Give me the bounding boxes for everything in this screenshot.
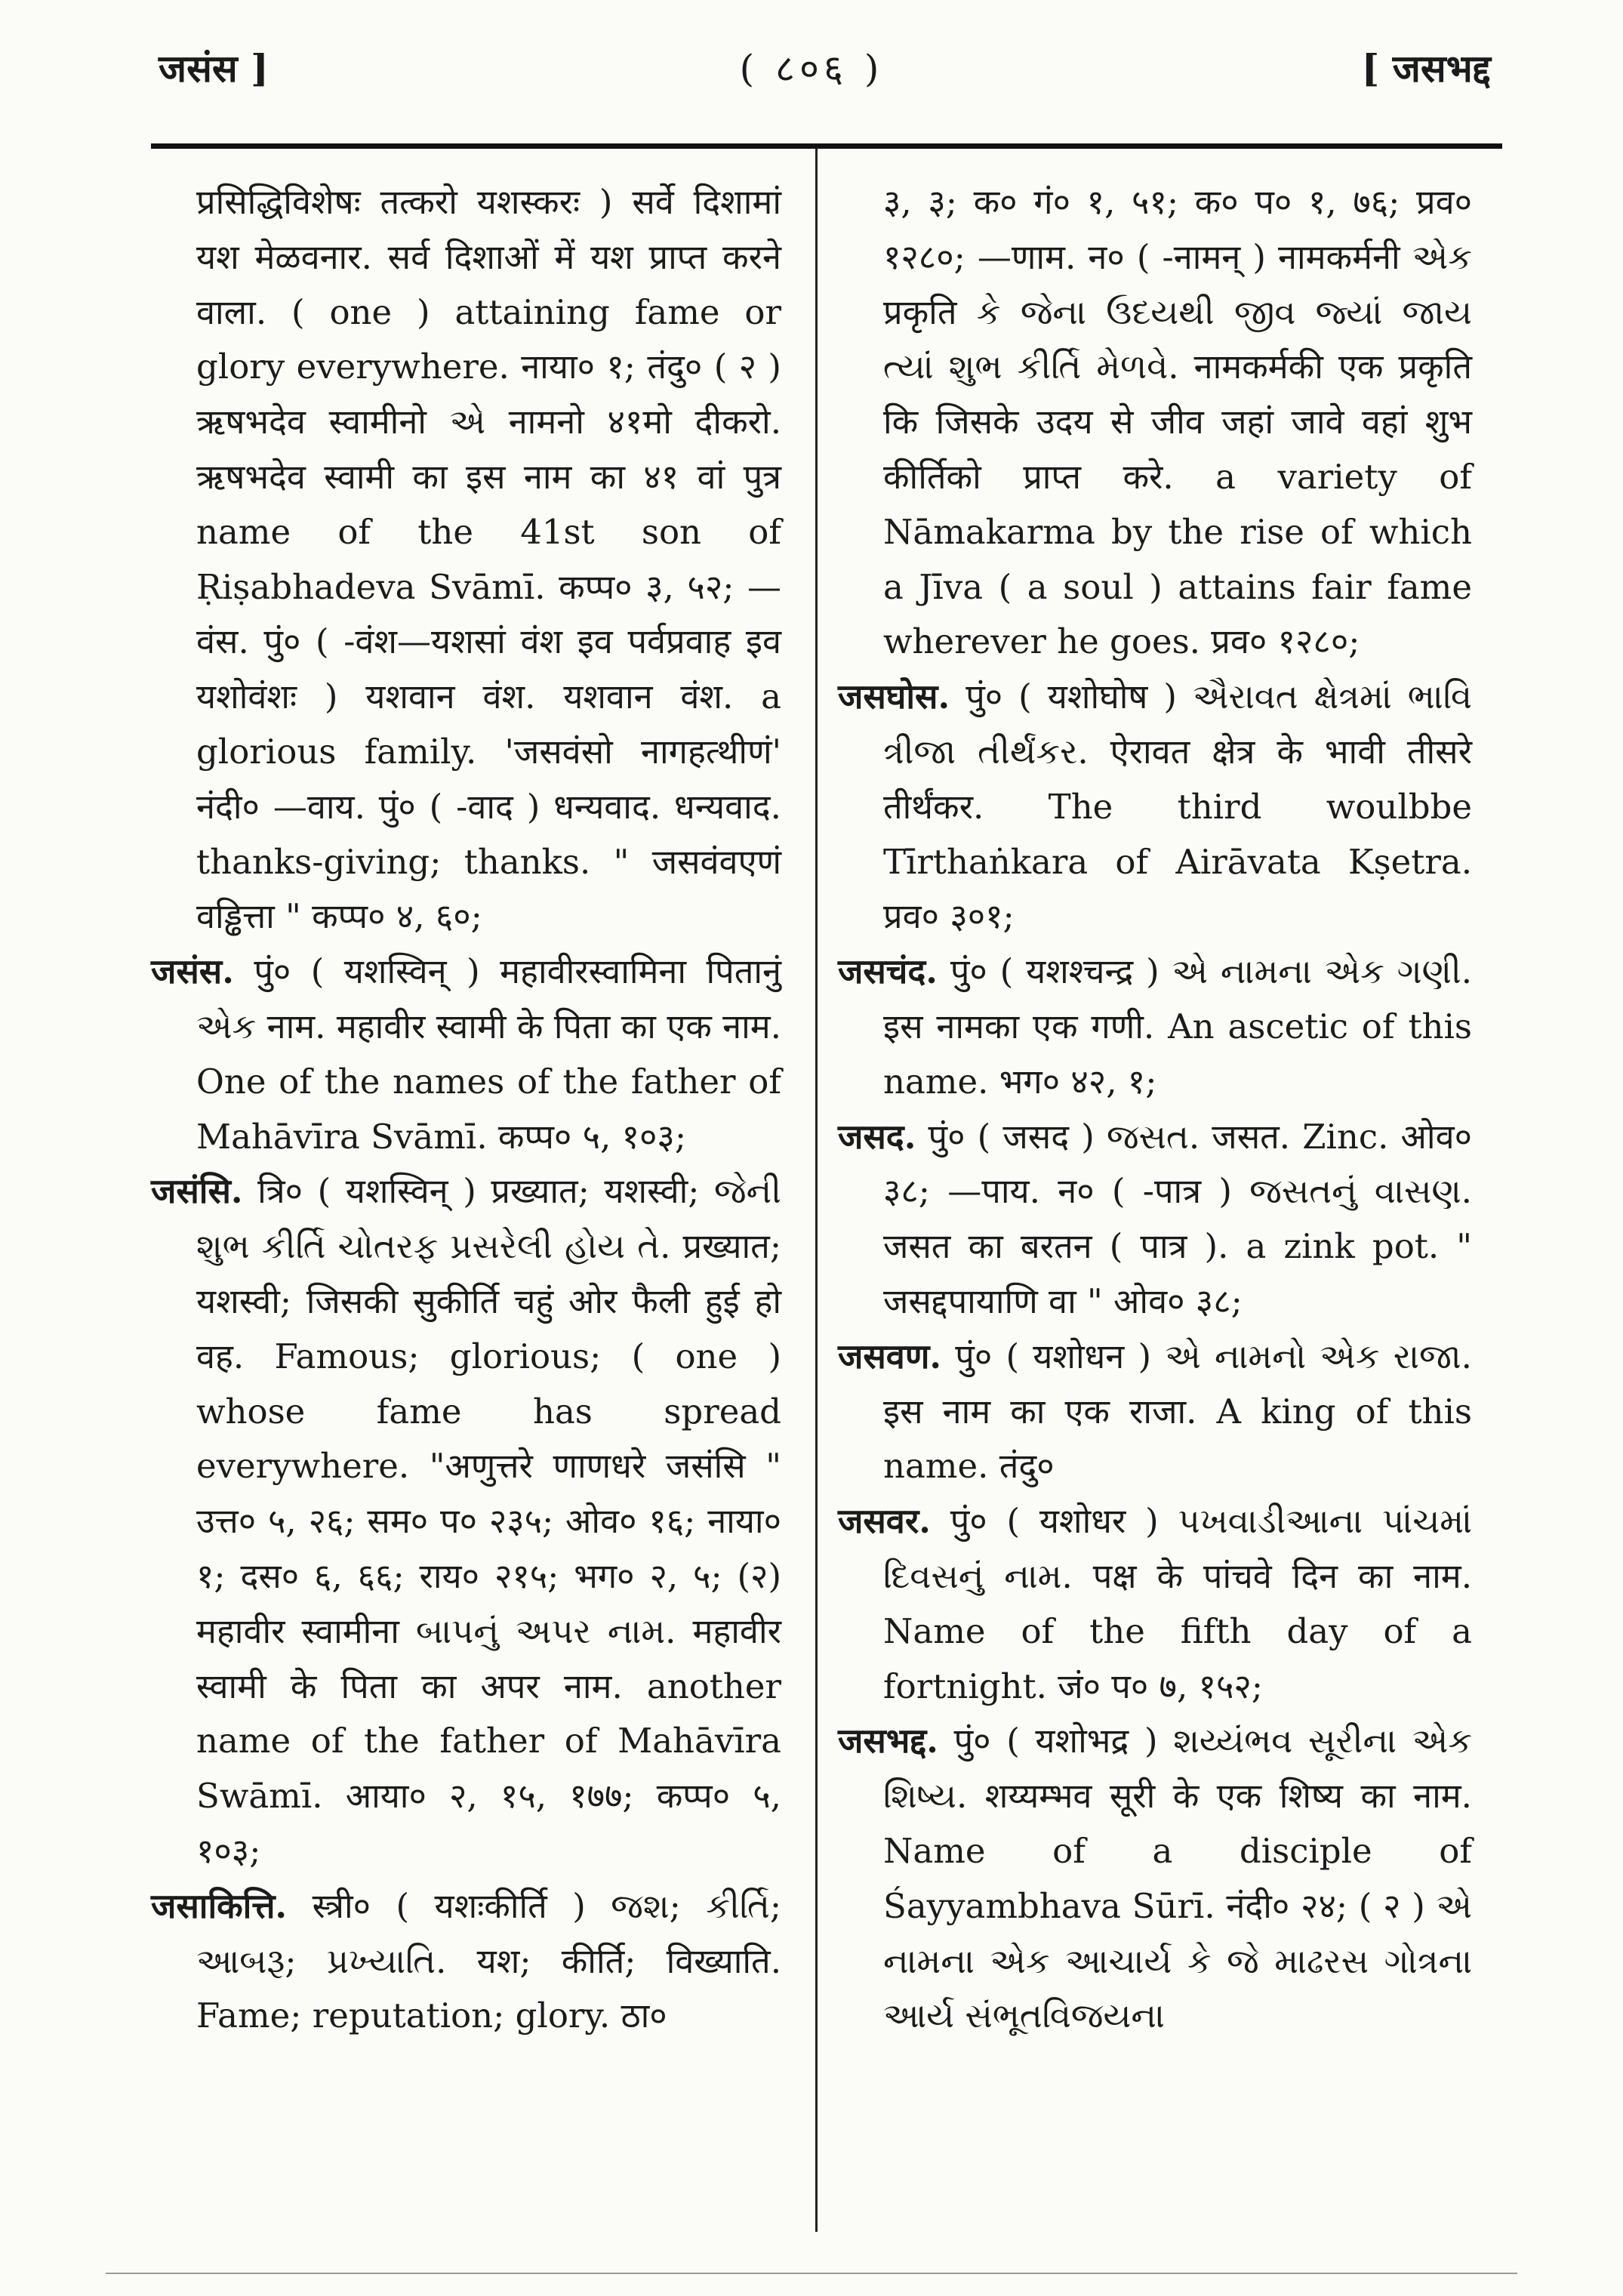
entry-text: पुं० ( यशश्चन्द्र ) એ નામના એક ગણી. इस नामका एक गणी. An ascetic of this name. भग० ४२, १; bbox=[883, 951, 1472, 1102]
dictionary-entry bbox=[151, 1164, 781, 1878]
dictionary-entry bbox=[151, 945, 781, 1164]
entry-headword: जसंस. bbox=[151, 951, 234, 992]
page-number: ( ८०६ ) bbox=[739, 47, 884, 91]
entry-headword: जसभद्द. bbox=[838, 1721, 938, 1761]
running-head-left: जसंस ] bbox=[159, 46, 269, 91]
entry-text: पुं० ( यशोभद्र ) શય્યંભવ સૂરીના એક શિષ્ય. शय्यम्भव सूरी के एक शिष्य का नाम. Name of a disciple of Śayyambhava Sūrī. नंदी० २४; ( २ ) એ નામના એક આચાર્ય કે જે માઢરસ ગોત્રના આર્ય સંભૂતવિજયના bbox=[883, 1721, 1472, 2036]
entry-headword: जसवण. bbox=[838, 1336, 942, 1376]
entry-text: स्त्री० ( यशःकीर्ति ) જશ; કીર્તિ; આબરૂ; પ્રખ્યાતિ. यश; कीर्ति; विख्याति. Fame; reputation; glory. ठा० bbox=[196, 1885, 782, 2036]
entry-text: पुं० ( यशोधर ) પખવાડીઆના પાંચમાં દિવસનું નામ. पक्ष के पांचवे दिन का नाम. Name of the fifth day of a fortnight. जं० प० ७, १५२; bbox=[883, 1501, 1472, 1706]
left-column bbox=[151, 175, 781, 2044]
entry-text: ३, ३; क० गं० १, ५१; क० प० १, ७६; प्रव० १२८०; —णाम. न० ( -नामन् ) नामकर्मनी એક प्रकृति કે જેના ઉદયથી જીવ જ્યાં જાય ત્યાં શુભ કીર્તિ મેળવે. नामकर्मकी एक प्रकृति कि जिसके उदय से जीव जहां जावे वहां शुभ कीर्तिको प्राप्त करे. a variety of Nāmakarma by the rise of which a Jīva ( a soul ) attains fair fame wherever he goes. प्रव० १२८०; bbox=[883, 182, 1472, 662]
entry-headword: जसंसि. bbox=[151, 1171, 243, 1212]
dictionary-entry bbox=[838, 1494, 1472, 1714]
right-column bbox=[838, 175, 1472, 2044]
entry-text: पुं० ( यशस्विन् ) महावीरस्वामिना पितानुं એક नाम. महावीर स्वामी के पिता का एक नाम. One of the names of the father of Mahāvīra Svāmī. कप्प० ५, १०३; bbox=[196, 951, 782, 1157]
running-head-right: [ जसभद्द bbox=[1361, 46, 1491, 91]
header-rule bbox=[151, 143, 1502, 149]
entry-continuation bbox=[151, 175, 781, 945]
entry-headword: जसवर. bbox=[838, 1501, 931, 1542]
dictionary-entry bbox=[838, 1330, 1472, 1494]
entry-headword: जसद. bbox=[838, 1116, 916, 1157]
entry-headword: जसघोस. bbox=[838, 676, 950, 717]
entry-continuation bbox=[838, 175, 1472, 670]
column-divider bbox=[815, 148, 818, 2232]
entry-text: त्रि० ( यशस्विन् ) प्रख्यात; यशस्वी; જેની શુભ કીર્તિ ચોતરફ પ્રસરેલી હોય તે. प्रख्यात; यशस्वी; जिसकी सुकीर्ति चहुं ओर फैली हुई हो वह. Famous; glorious; ( one ) whose fame has spread everywhere. "अणुत्तरे णाणधरे जसंसि " उत्त० ५, २६; सम० प० २३५; ओव० १६; नाया० १; दस० ६, ६६; राय० २१५; भग० २, ५; (२) महावीर स्वामीना બાપનું અપર નામ. महावीर स्वामी के पिता का अपर नाम. another name of the father of Mahāvīra Swāmī. आया० २, १५, १७७; कप्प० ५, १०३; bbox=[196, 1171, 781, 1871]
footer-rule bbox=[106, 2273, 1517, 2274]
entry-text: प्रसिद्धिविशेषः तत्करो यशस्करः ) सर्वे दिशामां यश मेळवनार. सर्व दिशाओं में यश प्राप्त करने वाला. ( one ) attaining fame or glory everywhere. नाया० १; तंदु० ( २ ) ऋषभदेव स्वामीनो એ नामनो ४१मो दीकरो. ऋषभदेव स्वामी का इस नाम का ४१ वां पुत्र name of the 41st son of Ṛiṣabhadeva Svāmī. कप्प० ३, ५२; —वंस. पुं० ( -वंश—यशसां वंश इव पर्वप्रवाह इव यशोवंशः ) यशवान वंश. यशवान वंश. a glorious family. 'जसवंसो नागहत्थीणं' नंदी० —वाय. पुं० ( -वाद ) धन्यवाद. धन्यवाद. thanks-giving; thanks. " जसवंवएणं वड्ढित्ता " कप्प० ४, ६०; bbox=[196, 182, 781, 937]
dictionary-entry bbox=[838, 945, 1472, 1109]
dictionary-entry bbox=[838, 1110, 1472, 1330]
entry-text: पुं० ( यशोघोष ) ઐરાવત ક્ષેત્રમાં ભાવિ ત્રીજા તીર્થંકર. ऐरावत क्षेत्र के भावी तीसरे तीर्थंकर. The third woulbbe Tīrthaṅkara of Airāvata Kṣetra. प्रव० ३०१; bbox=[883, 676, 1472, 937]
entry-text: पुं० ( यशोधन ) એ નામનો એક રાજા. इस नाम का एक राजा. A king of this name. तंदु० bbox=[883, 1336, 1472, 1487]
entry-headword: जसचंद. bbox=[838, 951, 938, 992]
dictionary-entry bbox=[151, 1879, 781, 2044]
dictionary-entry bbox=[838, 670, 1472, 945]
entry-headword: जसाकित्ति. bbox=[151, 1885, 288, 1926]
entry-text: पुं० ( जसद ) જસત. जसत. Zinc. ओव० ३८; —पाय. न० ( -पात्र ) જસતનું વાસણ. जसत का बरतन ( पात्र ). a zink pot. " जसद्दपायाणि वा " ओव० ३८; bbox=[883, 1116, 1472, 1321]
dictionary-entry bbox=[838, 1714, 1472, 2044]
